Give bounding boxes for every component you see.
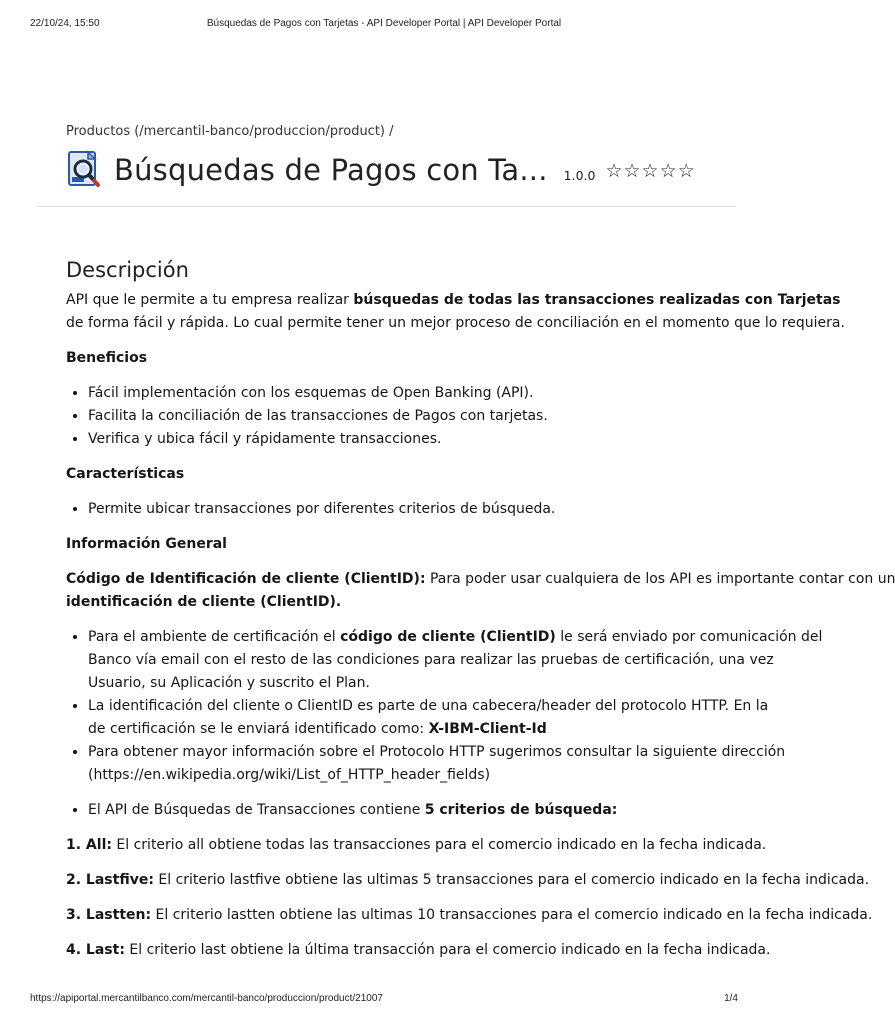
client-id-paragraph — [66, 568, 895, 614]
list-item — [88, 626, 826, 695]
benefits-heading — [66, 347, 826, 370]
benefits-list — [66, 382, 826, 451]
rating-stars[interactable]: ☆☆☆☆☆ — [605, 160, 696, 182]
criterion-text: El criterio lastten obtiene las ultimas 10 transacciones para el comercio indicado en la fecha indicada. — [151, 907, 873, 923]
features-heading — [66, 463, 826, 486]
info-item-1-line-1 — [88, 626, 826, 649]
header-name-code: X-IBM-Client-Id — [428, 721, 547, 737]
product-title: Búsquedas de Pagos con Ta... — [114, 153, 548, 187]
info-text: le será enviado por comunicación del — [555, 629, 823, 645]
client-id-label: Código de Identificación de cliente (ClientID): — [66, 571, 426, 587]
print-url: https://apiportal.mercantilbanco.com/mercantil-banco/produccion/product/21007 — [30, 993, 383, 1004]
list-item — [88, 799, 826, 822]
criterion-label: 4. Last: — [66, 942, 125, 958]
criteria-intro-list — [66, 799, 826, 822]
criterion-lastfive — [66, 869, 870, 892]
info-item-3-line-2: (https://en.wikipedia.org/wiki/List_of_HTTP_header_fields) — [88, 767, 491, 783]
product-title-row — [66, 150, 696, 190]
description-intro — [66, 289, 845, 335]
print-page-title: Búsquedas de Pagos con Tarjetas - API Developer Portal | API Developer Portal — [206, 18, 562, 29]
info-item-2-line-1: • La identificación del cliente o ClientID es parte de una cabecera/header del protocolo HTTP. En la — [88, 698, 769, 714]
client-id-label-2: identificación de cliente (ClientID). — [66, 594, 342, 610]
info-item-1-line-2: Banco vía email con el resto de las condiciones para realizar las pruebas de certificación, una vez — [88, 652, 774, 668]
criterion-text: El criterio last obtiene la última transacción para el comercio indicado en la fecha indicada. — [124, 942, 771, 958]
info-item-2-line-2 — [88, 718, 826, 741]
intro-bold: búsquedas de todas las transacciones realizadas con Tarjetas — [353, 292, 841, 308]
info-item-3-line-1: • Para obtener mayor información sobre el Protocolo HTTP sugerimos consultar la siguiente dirección — [88, 744, 786, 760]
breadcrumb[interactable]: Productos (/mercantil-banco/produccion/product) / — [66, 124, 394, 139]
intro-text: API que le permite a tu empresa realizar — [66, 292, 354, 308]
list-item: • Permite ubicar transacciones por diferentes criterios de búsqueda. — [88, 498, 826, 521]
general-info-heading — [66, 533, 826, 556]
info-text: de certificación se le enviará identificado como: — [88, 721, 429, 737]
criterion-text: El criterio lastfive obtiene las ultimas 5 transacciones para el comercio indicado en la fecha indicada. — [153, 872, 870, 888]
criteria-intro-bold: 5 criterios de búsqueda: — [424, 802, 618, 818]
client-id-line-1 — [66, 568, 895, 591]
description-heading: Descripción — [66, 258, 189, 282]
list-item: • Fácil implementación con los esquemas de Open Banking (API). — [88, 382, 826, 405]
features-list — [66, 498, 826, 521]
product-version: 1.0.0 — [563, 167, 596, 183]
info-text: Para el ambiente de certificación el — [88, 629, 341, 645]
info-list — [66, 626, 826, 787]
intro-line-1 — [66, 289, 841, 312]
criterion-label: 1. All: — [66, 837, 112, 853]
intro-line-2: de forma fácil y rápida. Lo cual permite tener un mejor proceso de conciliación en el momento que lo requiera. — [66, 315, 845, 331]
info-bold: código de cliente (ClientID) — [340, 629, 556, 645]
description-section — [66, 255, 895, 974]
list-item — [88, 695, 826, 741]
criterion-all — [66, 834, 826, 857]
list-item — [88, 741, 826, 787]
criterion-text: El criterio all obtiene todas las transacciones para el comercio indicado en la fecha indicada. — [111, 837, 767, 853]
print-date: 22/10/24, 15:50 — [30, 18, 100, 29]
print-footer — [0, 993, 768, 1009]
features-heading-text: Características — [66, 466, 185, 482]
criterion-last — [66, 939, 826, 962]
client-id-text: Para poder usar cualquiera de los API es importante contar con un — [425, 571, 895, 587]
list-item: • Facilita la conciliación de las transacciones de Pagos con tarjetas. — [88, 405, 826, 428]
criteria-intro-text: El API de Búsquedas de Transacciones contiene — [88, 802, 425, 818]
product-search-icon — [66, 150, 102, 190]
criterion-lastten — [66, 904, 873, 927]
general-info-heading-text: Información General — [66, 536, 227, 552]
criterion-label: 2. Lastfive: — [66, 872, 154, 888]
divider — [36, 206, 736, 207]
info-item-1-line-3: Usuario, su Aplicación y suscrito el Plan. — [88, 675, 370, 691]
criterion-label: 3. Lastten: — [66, 907, 152, 923]
list-item: • Verifica y ubica fácil y rápidamente transacciones. — [88, 428, 826, 451]
page-number: 1/4 — [724, 993, 738, 1004]
client-id-line-2 — [66, 591, 826, 614]
benefits-heading-text: Beneficios — [66, 350, 148, 366]
